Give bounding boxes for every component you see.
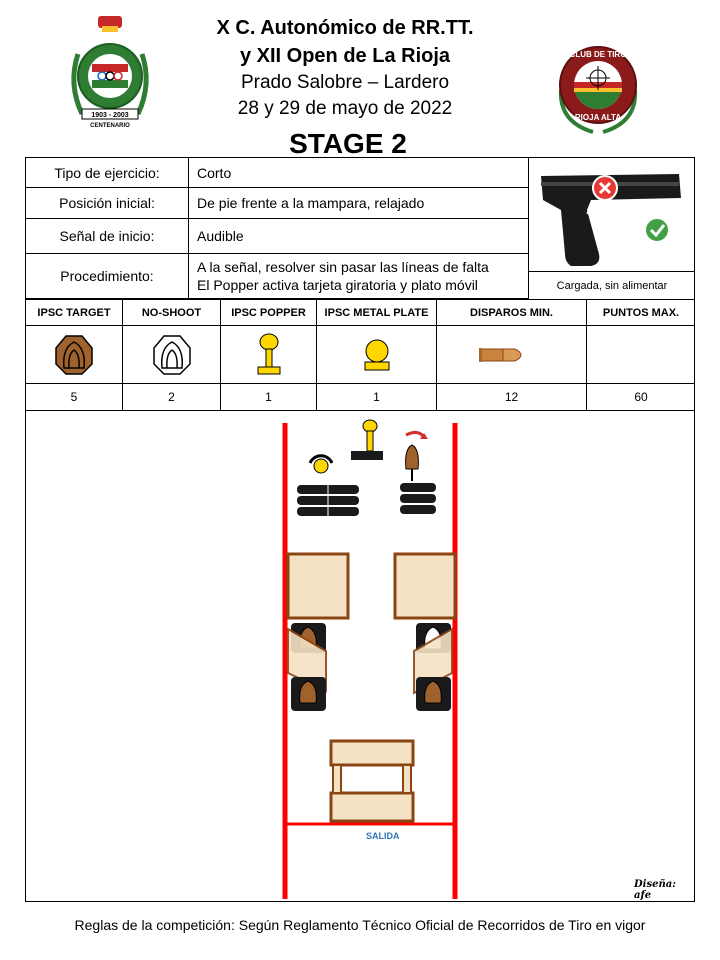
- info-row-posicion: [26, 188, 528, 219]
- swinger-target: [406, 432, 428, 481]
- title-block: [170, 14, 520, 122]
- stage-title: STAGE 2: [289, 128, 407, 159]
- designer-signature: Diseña: afe: [634, 879, 676, 901]
- info-value-line: Corto: [197, 164, 232, 181]
- footer-rules: Reglas de la competición: Según Reglamento Técnico Oficial de Recorridos de Tiro en vigor: [74, 917, 646, 933]
- club-de-tiro-logo: [553, 40, 643, 136]
- crest-sub-banner-text: CENTENARIO: [90, 123, 130, 129]
- wall-left: [288, 554, 348, 618]
- targets-col-header: IPSC METAL PLATE: [317, 300, 436, 326]
- info-label: Señal de inicio:: [26, 219, 189, 253]
- title-line-2: y XII Open de La Rioja: [239, 45, 451, 67]
- federation-crest-logo: [64, 14, 156, 136]
- stage-area: [25, 410, 695, 902]
- popper-target: [351, 420, 383, 460]
- info-label: Procedimiento:: [26, 254, 189, 298]
- targets-col-header: DISPAROS MIN.: [437, 300, 586, 326]
- gun-caption: Cargada, sin alimentar: [529, 271, 695, 299]
- targets-col-header: NO-SHOOT: [123, 300, 220, 326]
- target-group-right: [414, 623, 452, 711]
- targets-col-header: IPSC TARGET: [26, 300, 122, 326]
- no-shoot-icon: [152, 334, 192, 376]
- targets-col-value: 1: [265, 390, 272, 404]
- info-value: [197, 188, 524, 218]
- ipsc-target-icon: [54, 334, 94, 376]
- pistol-icon: [529, 158, 696, 270]
- targets-col-puntos: [587, 300, 695, 410]
- targets-col-popper: [221, 300, 317, 410]
- info-value-line: De pie frente a la mampara, relajado: [197, 195, 425, 211]
- metal-plate-target: [310, 456, 332, 473]
- club-top-text: CLUB DE TIRO: [569, 50, 627, 59]
- start-window-structure: [331, 741, 413, 821]
- info-label: Posición inicial:: [26, 188, 189, 218]
- metal-plate-icon: [360, 338, 394, 372]
- icon-cell: [26, 326, 122, 384]
- targets-col-no-shoot: [123, 300, 221, 410]
- title-line-1: X C. Autonómico de RR.TT.: [216, 17, 474, 39]
- targets-col-disparos: [437, 300, 587, 410]
- info-value: [197, 158, 524, 187]
- tire-barricade-right: [400, 483, 436, 514]
- dates: 28 y 29 de mayo de 2022: [237, 98, 453, 119]
- targets-col-value: 1: [373, 390, 380, 404]
- targets-col-value: 2: [168, 390, 175, 404]
- info-row-senal: [26, 219, 528, 254]
- info-label: Tipo de ejercicio:: [26, 158, 189, 187]
- empty-icon-cell: [587, 326, 695, 384]
- targets-col-value: 5: [70, 390, 78, 404]
- info-value-line: Audible: [197, 228, 244, 244]
- targets-col-value: 12: [504, 390, 519, 404]
- info-row-tipo: [26, 158, 528, 188]
- icon-cell: [437, 326, 586, 384]
- tire-barricade-left: [297, 485, 359, 516]
- start-label: SALIDA: [366, 831, 400, 841]
- targets-col-metal-plate: [317, 300, 437, 410]
- icon-cell: [123, 326, 220, 384]
- targets-col-header: PUNTOS MAX.: [587, 300, 695, 326]
- bullet-icon: [477, 343, 529, 367]
- info-table: [25, 157, 695, 300]
- wall-right: [395, 554, 455, 618]
- info-value: [197, 219, 524, 253]
- info-value-line: A la señal, resolver sin pasar las líneas de falta: [197, 259, 489, 275]
- info-value-line: El Popper activa tarjeta giratoria y plato móvil: [197, 277, 478, 293]
- info-row-procedimiento: [26, 254, 528, 299]
- stage-diagram: [26, 411, 694, 901]
- targets-table: [25, 300, 695, 411]
- icon-cell: [317, 326, 436, 384]
- targets-col-ipsc-target: [26, 300, 123, 410]
- targets-col-header: IPSC POPPER: [221, 300, 316, 326]
- header: [0, 0, 720, 158]
- crest-banner-text: 1903 - 2003: [91, 112, 129, 119]
- info-value: [197, 254, 524, 298]
- check-icon: [645, 218, 669, 242]
- icon-cell: [221, 326, 316, 384]
- target-group-left: [288, 623, 326, 711]
- club-bottom-text: RIOJA ALTA: [574, 113, 622, 122]
- popper-icon: [254, 333, 284, 377]
- gun-cell: [528, 158, 695, 299]
- targets-col-value: 60: [634, 390, 648, 404]
- location: Prado Salobre – Lardero: [240, 72, 450, 93]
